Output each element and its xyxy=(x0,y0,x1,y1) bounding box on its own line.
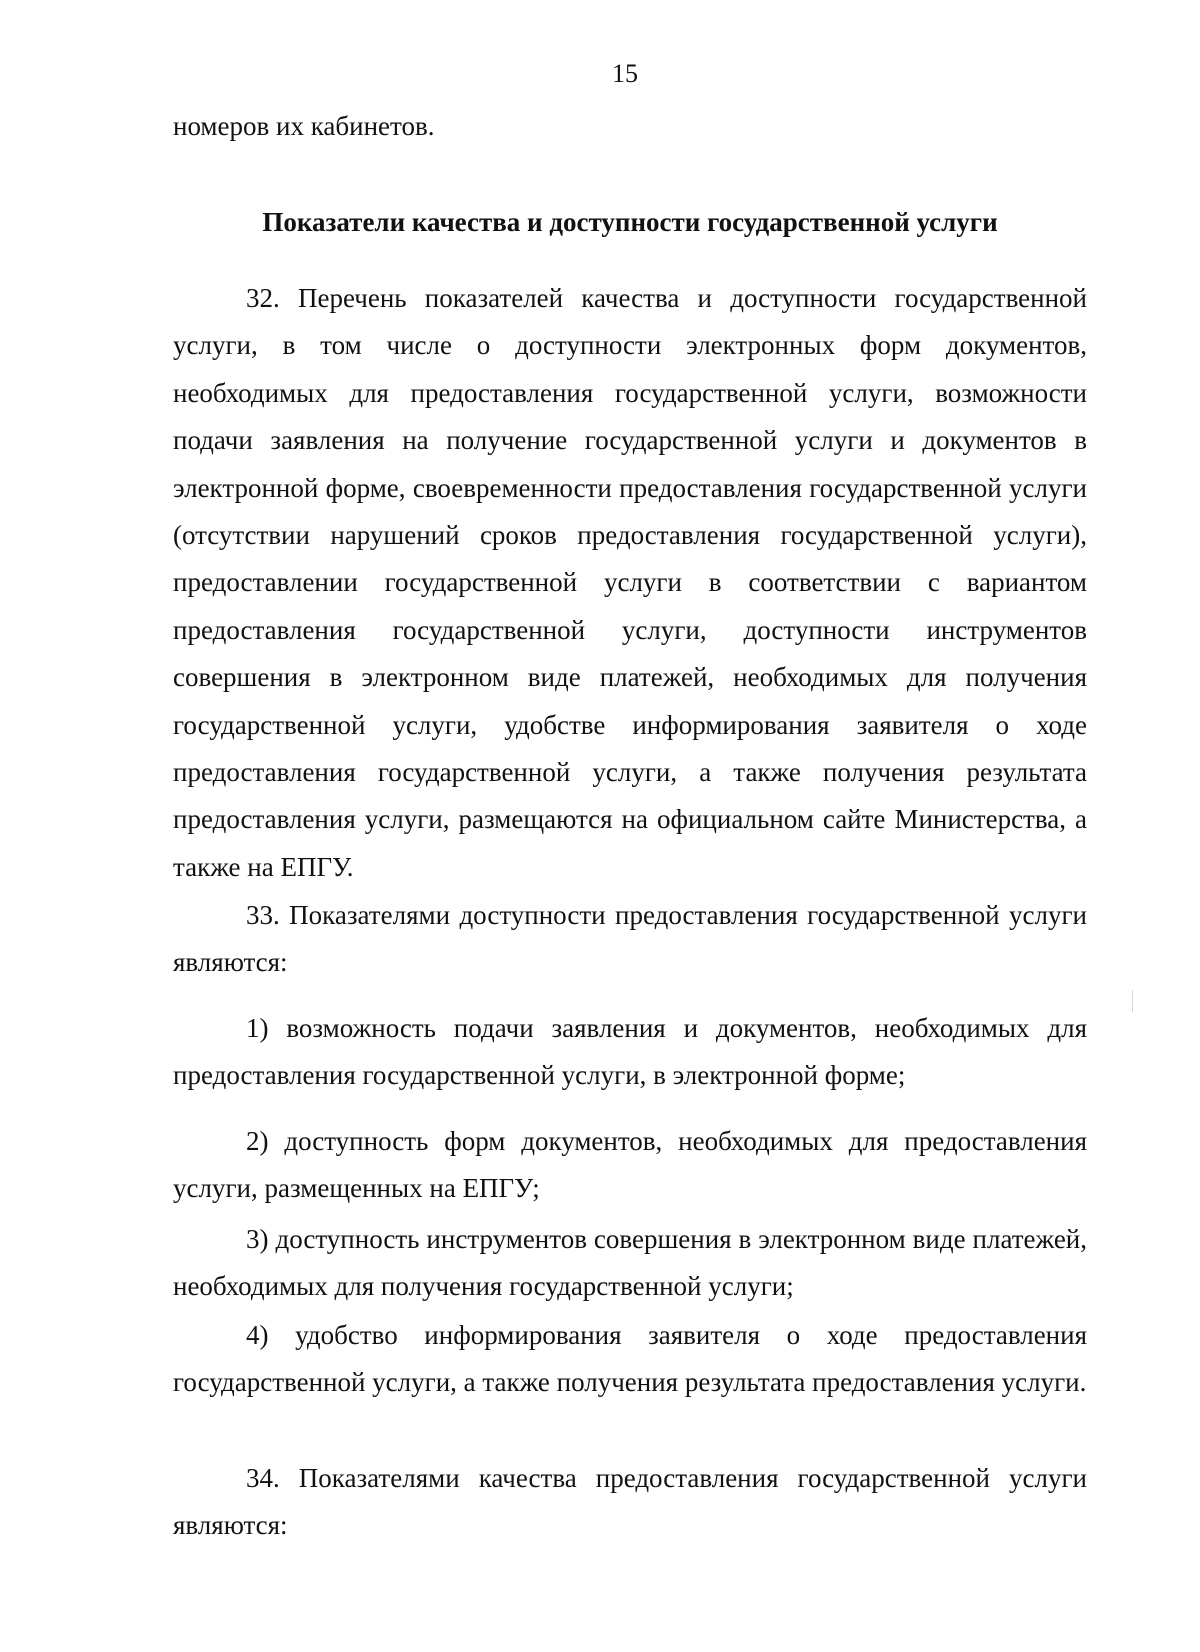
list-item-2-block xyxy=(173,1118,1087,1213)
list-item-4: 4) удобство информирования заявителя о ходе предоставления государственной услуги, а также получения результата предоставления услуги. xyxy=(173,1320,1087,1398)
continuation-paragraph: номеров их кабинетов. xyxy=(173,111,435,141)
list-item-4-block xyxy=(173,1312,1087,1407)
list-item-2: 2) доступность форм документов, необходимых для предоставления услуги, размещенных на ЕПГУ; xyxy=(173,1126,1087,1204)
scan-margin-mark xyxy=(1132,990,1133,1012)
list-item-1-block xyxy=(173,1005,1087,1100)
list-item-1: 1) возможность подачи заявления и документов, необходимых для предоставления государственной услуги, в электронной форме; xyxy=(173,1013,1087,1091)
paragraph-34: 34. Показателями качества предоставления государственной услуги являются: xyxy=(173,1463,1087,1541)
list-item-3-block xyxy=(173,1216,1087,1311)
paragraph-34-block xyxy=(173,1455,1087,1550)
paragraph-33: 33. Показателями доступности предоставления государственной услуги являются: xyxy=(173,900,1087,978)
section-heading: Показатели качества и доступности государственной услуги xyxy=(262,207,998,237)
paragraph-33-block xyxy=(173,892,1087,987)
continuation-text xyxy=(173,103,1087,150)
list-item-3: 3) доступность инструментов совершения в электронном виде платежей, необходимых для получения государственной услуги; xyxy=(173,1224,1087,1302)
paragraph-32: 32. Перечень показателей качества и доступности государственной услуги, в том числе о доступности электронных форм документов, необходимых для предоставления государственной услуги, возможности подачи заявления на получение государственной услуги и документов в электронной форме, своевременности предоставления государственной услуги (отсутствии нарушений сроков предоставления государственной услуги), предоставлении государственной услуги в соответствии с вариантом предоставления государственной услуги, доступности инструментов совершения в электронном виде платежей, необходимых для получения государственной услуги, удобстве информирования заявителя о ходе предоставления государственной услуги, а также получения результата предоставления услуги, размещаются на официальном сайте Министерства, а также на ЕПГУ. xyxy=(173,283,1087,882)
paragraph-32-block xyxy=(173,275,1087,891)
page-number: 15 xyxy=(612,59,638,88)
